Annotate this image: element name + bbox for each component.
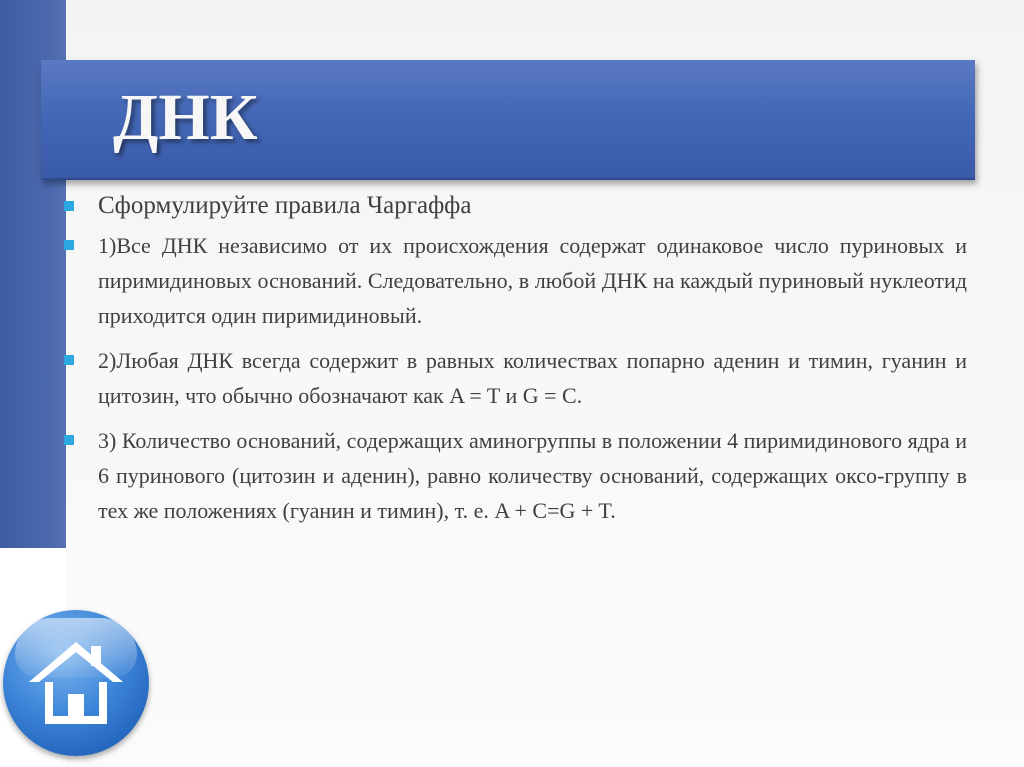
bullet-rule-2: [62, 343, 967, 413]
bullet-heading: [62, 188, 967, 224]
bullet-rule-1: [62, 228, 967, 333]
square-bullet-icon: [64, 240, 74, 250]
rule-text: 2)Любая ДНК всегда содержит в равных количествах попарно аденин и тимин, гуанин и цитозин, что обычно обозначают как A = T и G = C.: [98, 348, 967, 408]
heading-text: Сформулируйте правила Чаргаффа: [98, 192, 472, 219]
home-button[interactable]: [3, 610, 149, 756]
title-bar: [41, 60, 975, 180]
square-bullet-icon: [64, 435, 74, 445]
bullet-rule-3: [62, 423, 967, 528]
home-icon: [23, 632, 129, 732]
square-bullet-icon: [64, 201, 74, 211]
slide-content: [62, 188, 967, 538]
rule-text: 1)Все ДНК независимо от их происхождения содержат одинаковое число пуриновых и пиримидиновых оснований. Следовательно, в любой ДНК на каждый пуриновый нуклеотид приходится один пиримидиновый.: [98, 233, 967, 328]
slide-title: ДНК: [113, 81, 258, 154]
rule-text: 3) Количество оснований, содержащих аминогруппы в положении 4 пиримидинового ядра и 6 пуринового (цитозин и аденин), равно количеству оснований, содержащих оксо-группу в тех же положениях (гуанин и тимин), т. е. A + C=G + T.: [98, 428, 967, 523]
square-bullet-icon: [64, 355, 74, 365]
